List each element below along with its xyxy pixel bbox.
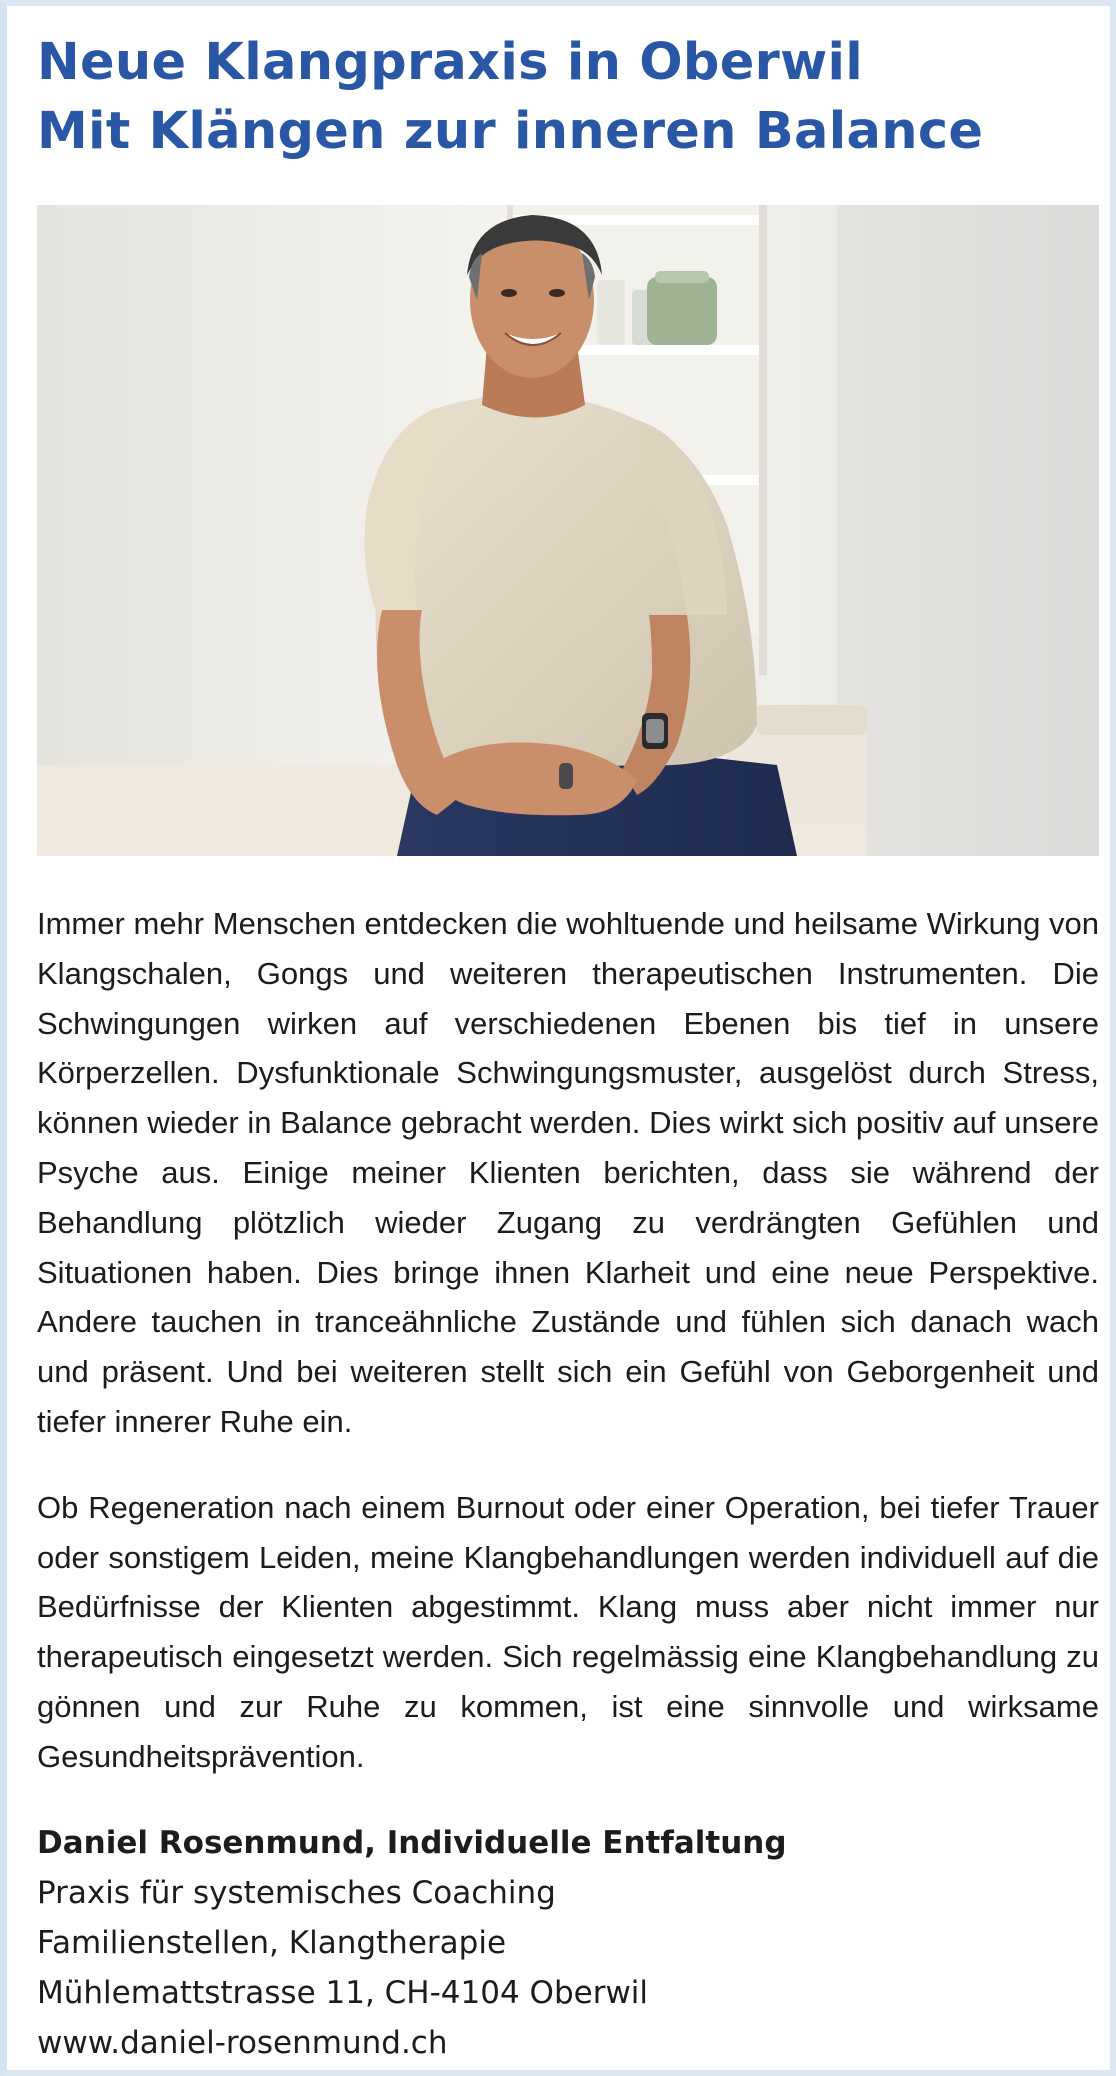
headline-line-1: Neue Klangpraxis in Oberwil <box>37 33 864 92</box>
headline <box>37 28 1097 166</box>
contact-line-coaching: Praxis für systemisches Coaching <box>37 1875 556 1911</box>
headline-line-2: Mit Klängen zur inneren Balance <box>37 102 984 161</box>
contact-block <box>37 1818 1099 2068</box>
article-body <box>37 899 1099 1818</box>
contact-website: www.daniel-rosenmund.ch <box>37 2025 448 2061</box>
contact-address: Mühlemattstrasse 11, CH-4104 Oberwil <box>37 1975 649 2011</box>
article-paragraph-2: Ob Regeneration nach einem Burnout oder einer Operation, bei tiefer Trauer oder sonstigem Leiden, meine Klangbehandlungen werden individuell auf die Bedürfnisse der Klienten abgestimmt. Klang muss aber nicht immer nur therapeutisch eingesetzt werden. Sich regelmässig eine Klangbehandlung zu gönnen und zur Ruhe zu kommen, ist eine sinnvolle und wirksame Gesundheitsprävention. <box>37 1489 1099 1774</box>
portrait-photo-icon <box>37 205 1099 856</box>
article-paragraph-1: Immer mehr Menschen entdecken die wohltuende und heilsame Wirkung von Klangschalen, Gongs und weiteren therapeutischen Instrumenten. Die Schwingungen wirken auf verschiedenen Ebenen bis tief in unsere Körperzellen. Dysfunktionale Schwingungsmuster, ausgelöst durch Stress, können wieder in Balance gebracht werden. Dies wirkt sich positiv auf unsere Psyche aus. Einige meiner Klienten berichten, dass sie während der Behandlung plötzlich wieder Zugang zu verdrängten Gefühlen und Situationen haben. Dies bringe ihnen Klarheit und eine neue Perspektive. Andere tauchen in tranceähnliche Zustände und fühlen sich danach wach und präsent. Und bei weiteren stellt sich ein Gefühl von Geborgenheit und tiefer innerer Ruhe ein. <box>37 906 1099 1439</box>
portrait-photo <box>37 205 1099 856</box>
contact-line-services: Familienstellen, Klangtherapie <box>37 1925 507 1961</box>
contact-name: Daniel Rosenmund, Individuelle Entfaltung <box>37 1825 787 1861</box>
